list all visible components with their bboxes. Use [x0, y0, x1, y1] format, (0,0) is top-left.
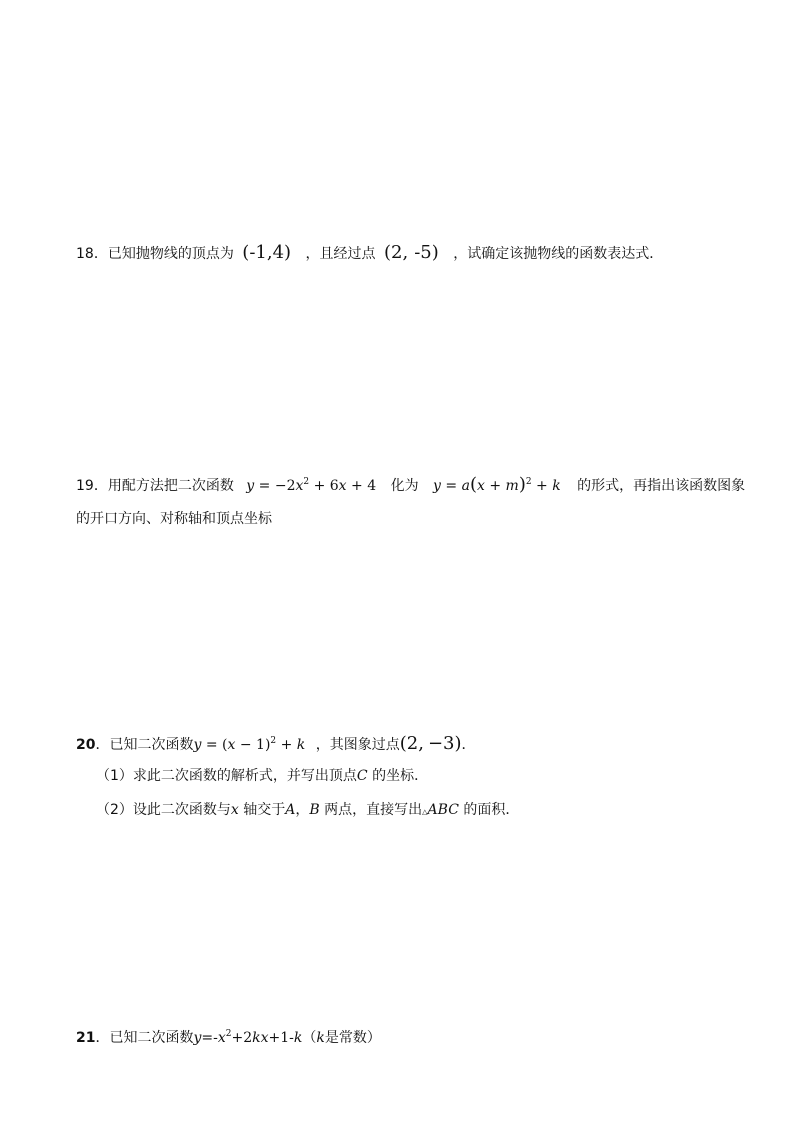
question-text: ．用配方法把二次函数 — [93, 478, 234, 494]
question-20-part-1: （1）求此二次函数的解析式，并写出顶点C 的坐标． — [96, 768, 429, 784]
question-number: 19 — [76, 478, 94, 494]
question-19 — [76, 472, 745, 496]
question-21: 21．已知二次函数$y=-x^2+2kx+1-k(k$是常数） — [76, 1029, 381, 1046]
question-text: ．已知二次函数 — [95, 1030, 194, 1046]
question-18 — [76, 243, 663, 264]
vertex-form-formula: $y = a(x + m)^2 + k$ — [433, 474, 561, 495]
question-number: 21 — [76, 1030, 96, 1046]
question-20 — [76, 731, 476, 755]
question-text: ，且经过点 — [305, 246, 376, 262]
question-text: ．已知抛物线的顶点为 — [93, 246, 234, 262]
question-number: 18 — [76, 246, 94, 262]
question-20-part-2: （2）设此二次函数与x 轴交于A，B 两点，直接写出△ABC 的面积． — [96, 802, 520, 818]
point-coordinate: (2, -5) — [383, 242, 439, 263]
vertex-coordinate: (-1,4) — [242, 242, 292, 263]
question-text: 化为 — [390, 478, 419, 494]
question-number: 20 — [76, 737, 96, 753]
question-19-line-2: 的开口方向、对称轴和顶点坐标 — [76, 511, 272, 527]
point-coordinate: (2, −3) — [399, 733, 462, 754]
question-text: ． — [461, 737, 476, 753]
quadratic-formula: $y = (x - 1)^2 + k$ — [193, 736, 306, 753]
question-text: ，其图象过点 — [315, 737, 400, 753]
quadratic-formula: $y = -2x^2 + 6x + 4$ — [246, 477, 377, 494]
question-text: 是常数） — [324, 1030, 381, 1046]
question-text: （ — [302, 1030, 317, 1046]
question-text: ．已知二次函数 — [95, 737, 194, 753]
question-text: ，试确定该抛物线的函数表达式． — [453, 246, 664, 262]
question-text: 的形式，再指出该函数图象 — [577, 478, 746, 494]
quadratic-formula: $y=-x^2+2kx+1-k$ — [193, 1029, 303, 1046]
